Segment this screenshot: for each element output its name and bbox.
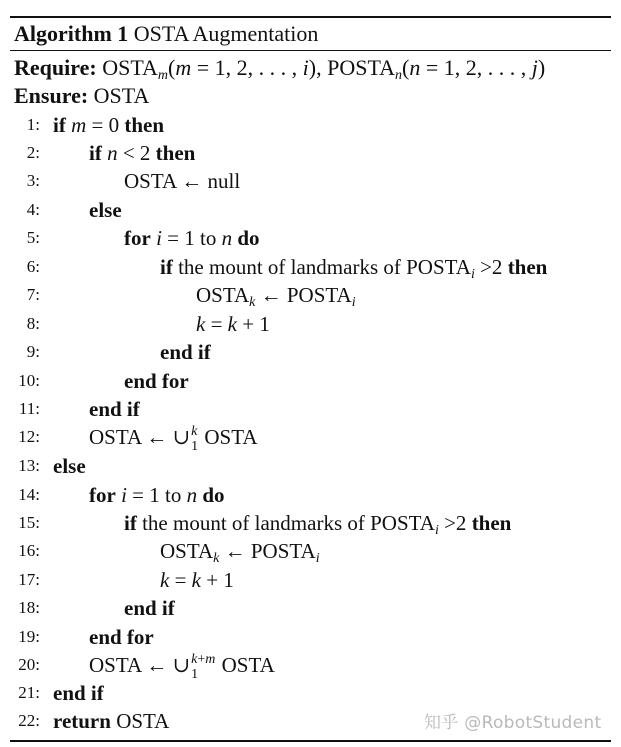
line-number: 19: bbox=[18, 627, 40, 646]
line-number: 16: bbox=[18, 541, 40, 560]
algorithm-name: OSTA Augmentation bbox=[133, 21, 319, 46]
line-number: 13: bbox=[18, 456, 40, 475]
line-number: 8: bbox=[26, 314, 40, 333]
line-number: 22: bbox=[18, 711, 40, 730]
bottom-rule bbox=[10, 740, 611, 742]
algorithm-title bbox=[14, 20, 318, 48]
algorithm-block: Algorithm 1 OSTA Augmentation Require: $OSTA_m(m = 1$, 2, . . . , i), $POSTA_n(n = 1$, 2, . . . , j) Ensure: OSTA 1: if m = 0 then 2: if n < 2 then 3: OSTA ← null 4: else 5: for i = 1 to n do 6: if the mount of landmarks of $POSTA_i >2$ then 7: $OSTA_k$ ← $POSTA_i$ 8: k = k + 1 9: end if 10: end for 11: end if 12: OSTA ← ∪ k 1 OSTA 13: else 14: for i = 1 to n do 15: if the mount of landmarks of $POSTA_i >2$ then 16: $OSTA_k$ ← $POSTA_i$ 17: k = k + 1 18: end if 19: end for 20: OSTA ← ∪ k+m 1 OSTA 21: end if 22: return OSTA 知乎 @RobotStudent bbox=[0, 0, 621, 747]
line-number: 1: bbox=[26, 115, 40, 134]
line-number: 4: bbox=[26, 200, 40, 219]
ensure-keyword: Ensure: bbox=[14, 83, 89, 108]
line-number: 15: bbox=[18, 513, 40, 532]
require-keyword: Require: bbox=[14, 55, 97, 80]
ensure-line bbox=[14, 82, 149, 110]
watermark-text: 知乎 @RobotStudent bbox=[424, 713, 602, 733]
line-number: 3: bbox=[26, 171, 40, 190]
line-number: 18: bbox=[18, 598, 40, 617]
line-number: 2: bbox=[26, 143, 40, 162]
line-number: 20: bbox=[18, 655, 40, 674]
line-number: 7: bbox=[26, 285, 40, 304]
header-rule bbox=[10, 50, 611, 51]
line-number: 21: bbox=[18, 683, 40, 702]
require-line: Require: $OSTA_m(m = 1$, 2, . . . , i), $POSTA_n(n = 1$, 2, . . . , j) bbox=[14, 55, 546, 83]
line-number: 17: bbox=[18, 570, 40, 589]
line-number: 11: bbox=[18, 399, 40, 418]
line-number: 12: bbox=[18, 427, 40, 446]
line-number: 5: bbox=[26, 228, 40, 247]
line-number: 9: bbox=[26, 342, 40, 361]
line-number: 14: bbox=[18, 485, 40, 504]
algorithm-label: Algorithm 1 bbox=[14, 21, 129, 46]
line-number: 10: bbox=[18, 371, 40, 390]
line-number: 6: bbox=[26, 257, 40, 276]
top-rule bbox=[10, 16, 611, 18]
ensure-value: OSTA bbox=[93, 83, 150, 108]
